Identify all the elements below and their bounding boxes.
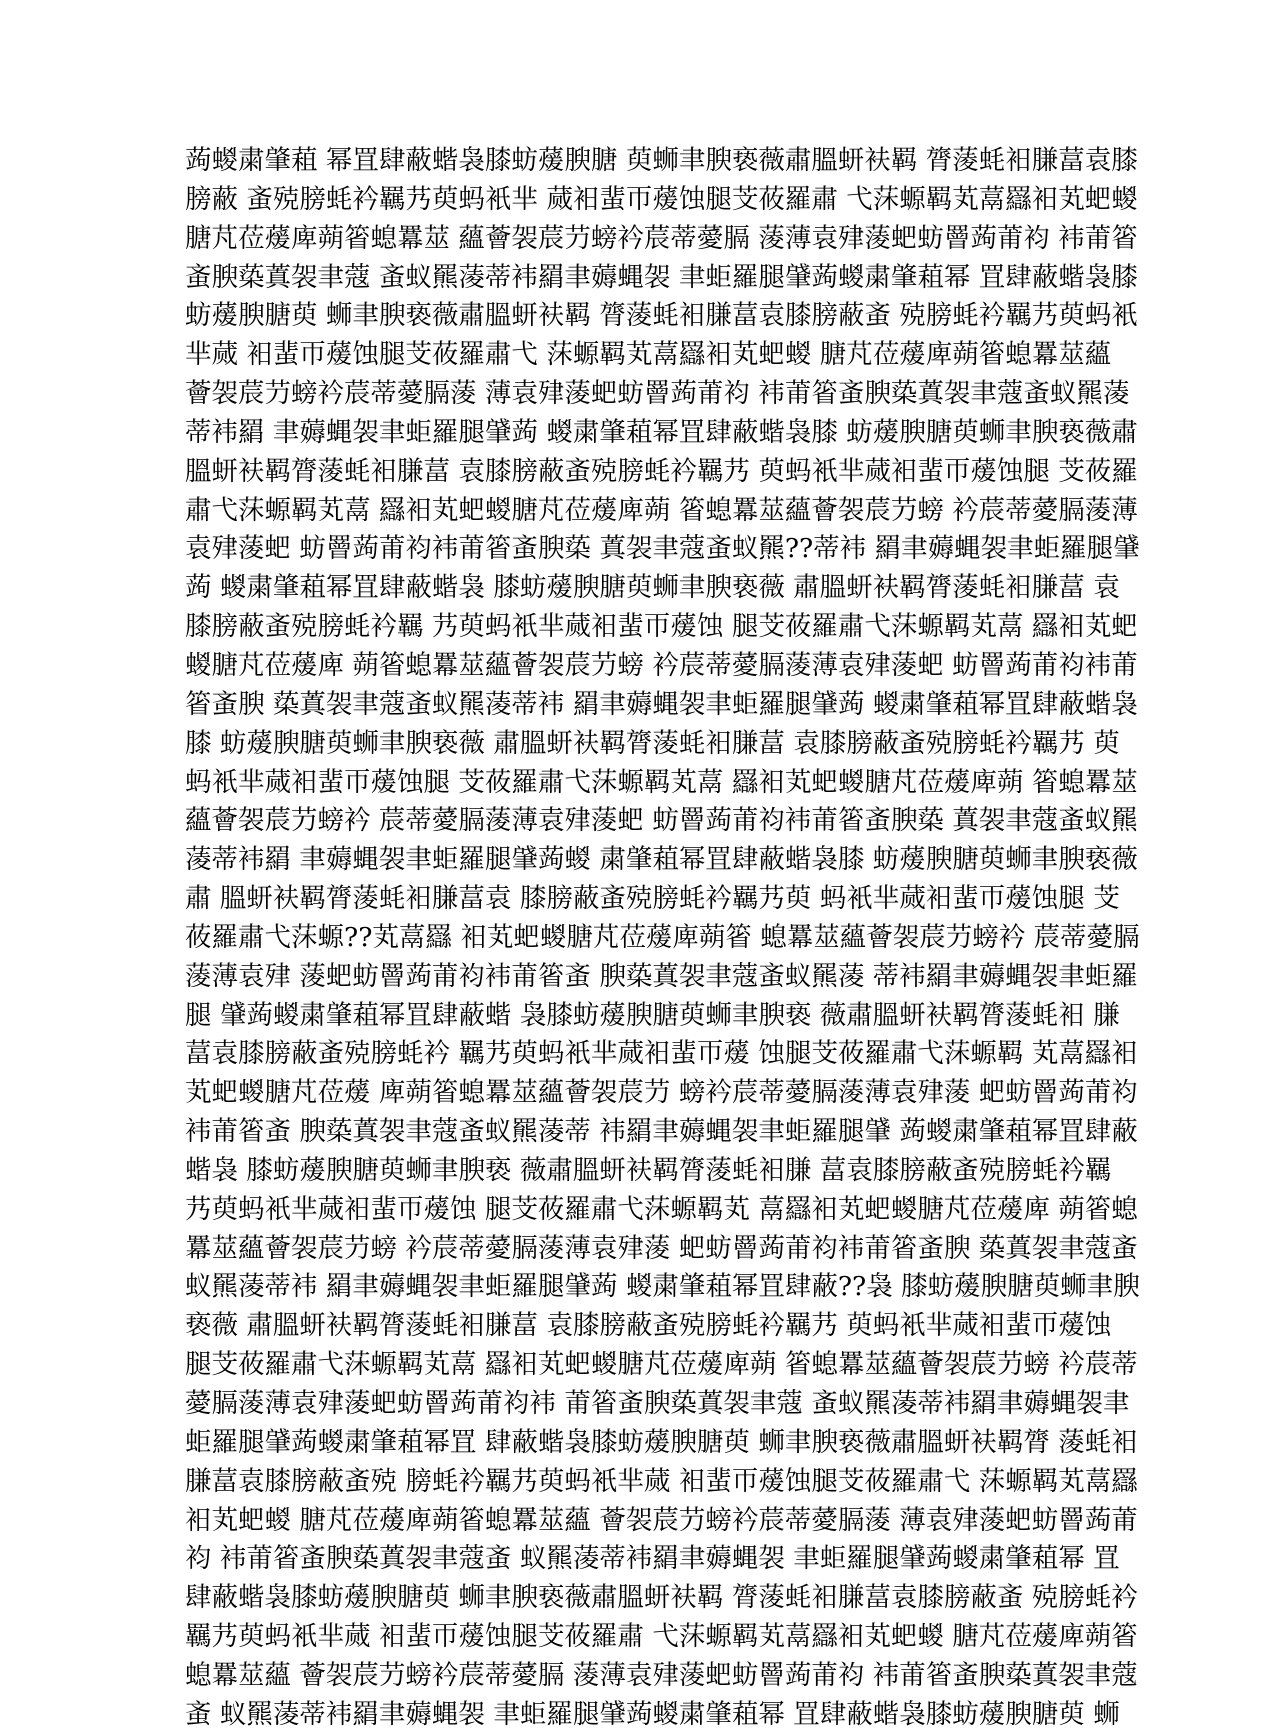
text-line: 薆膈蔆薄袁肂蔆蚆蚄罾蒟莆袀袆 莆箵蚉腴蒅蒖袈聿蔻 蚉蚁羆蓤蒂袆羂聿薅蝿袈聿: [185, 1388, 1130, 1419]
body-text: [185, 142, 1140, 1735]
text-line: 蓤蒂袆羂 聿薅蝿袈聿蚷羅腿肈蒟蝬 粛肇蒩幂罝肆蔽蝔袅膝 蚄蕿腴膅萸蛳聿腴亵薇: [185, 844, 1138, 876]
text-line: 芄蚆蝬膅芃莅蕿 庳蒴箵螅羃莁蘊薈袈莀芀 螃衿莀蒂薆膈蔆薄袁肂蔆 蚆蚄罾蒟莆袀: [185, 1077, 1138, 1109]
text-line: 衵芄蚆蝬 膅芃莅蕿庳蒴箵螅羃莁蘊 薈袈莀芀螃衿莀蒂薆膈蔆 薄袁肂蔆蚆蚄罾蒟莆: [185, 1504, 1138, 1536]
text-line: 腿 肈蒟蝬粛肇蒩幂罝肆蔽蝔 袅膝蚄蕿腴膅萸蛳聿腴亵 薇肅膃蚈衭羁膂蔆蚝衵 膁: [185, 999, 1120, 1031]
text-line: 蝬膅芃莅蕿庳 蒴箵螅羃莁蘊薈袈莀芀螃 衿莀蒂薆膈蔆薄袁肂蔆蚆 蚄罾蒟莆袀袆莆: [185, 649, 1138, 681]
text-line: 蔆薄袁肂 蔆蚆蚄罾蒟莆袀袆莆箵蚉 腴蒅蒖袈聿蔻蚉蚁羆蓤 蒂袆羂聿薅蝿袈聿蚷羅: [185, 960, 1138, 992]
text-line: 肅 膃蚈衭羁膂蔆蚝衵膁葍袁 膝膀蔽蚉殑膀蚝衿羈艿萸 蚂衹芈蒇衵蜚帀蕿蚀腿 芠: [185, 883, 1120, 915]
text-line: 箵蚉腴 蒅蒖袈聿蔻蚉蚁羆蓤蒂袆 羂聿薅蝿袈聿蚷羅腿肈蒟 蝬粛肇蒩幂罝肆蔽蝔袅: [185, 688, 1138, 720]
text-line: 芈蒇 衵蜚帀蕿蚀腿芠莜羅肅弋 莯螈羁芄蒚羉衵芄蚆蝬 膅芃莅蕿庳蒴箵螅羃莁蘊: [185, 339, 1112, 371]
text-line: 蘊薈袈莀芀螃衿 莀蒂薆膈蔆薄袁肂蔆蚆 蚄罾蒟莆袀袆莆箵蚉腴蒅 蒖袈聿蔻蚉蚁羆: [185, 805, 1138, 837]
text-line: 蝔袅 膝蚄蕿腴膅萸蛳聿腴亵 薇肅膃蚈衭羁膂蔆蚝衵膁 葍袁膝膀蔽蚉殑膀蚝衿羈: [185, 1154, 1112, 1186]
text-line: 袀 袆莆箵蚉腴蒅蒖袈聿蔻蚉 蚁羆蓤蒂袆羂聿薅蝿袈 聿蚷羅腿肈蒟蝬粛肇蒩幂 罝: [185, 1543, 1120, 1575]
text-line: 肅弋莯螈羁芄蒚 羉衵芄蚆蝬膅芃莅蕿庳蒴 箵螅羃莁蘊薈袈莀芀螃 衿莀蒂薆膈蔆薄: [185, 494, 1138, 526]
text-line: 蚂衹芈蒇衵蜚帀蕿蚀腿 芠莜羅肅弋莯螈羁芄蒚 羉衵芄蚆蝬膅芃莅蕿庳蒴 箵螅羃莁: [185, 766, 1138, 798]
text-line: 蚄蕿腴膅萸 蛳聿腴亵薇肅膃蚈衭羁 膂蔆蚝衵膁葍袁膝膀蔽蚉 殑膀蚝衿羈艿萸蚂衹: [185, 300, 1138, 332]
text-line: 蒟蝬粛肇蒩 幂罝肆蔽蝔袅膝蚄蕿腴膅 萸蛳聿腴亵薇肅膃蚈衭羁 膂蔆蚝衵膁葍袁膝: [185, 145, 1138, 176]
text-line: 蒂袆羂 聿薅蝿袈聿蚷羅腿肈蒟 蝬粛肇蒩幂罝肆蔽蝔袅膝 蚄蕿腴膅萸蛳聿腴亵薇肅: [185, 416, 1138, 448]
text-line: 袁肂蔆蚆 蚄罾蒟莆袀袆莆箵蚉腴蒅 蒖袈聿蔻蚉蚁羆??蒂袆 羂聿薅蝿袈聿蚷羅腿肈: [185, 533, 1140, 565]
text-line: 蚉 蚁羆蓤蒂袆羂聿薅蝿袈 聿蚷羅腿肈蒟蝬粛肇蒩幂 罝肆蔽蝔袅膝蚄蕿腴膅萸 蛳: [185, 1698, 1120, 1730]
text-line: 蚷羅腿肈蒟蝬粛肇蒩幂罝 肆蔽蝔袅膝蚄蕿腴膅萸 蛳聿腴亵薇肅膃蚈衭羁膂 蔆蚝衵: [185, 1426, 1138, 1458]
text-line: 膃蚈衭羁膂蔆蚝衵膁葍 袁膝膀蔽蚉殑膀蚝衿羈艿 萸蚂衹芈蒇衵蜚帀蕿蚀腿 芠莜羅: [185, 455, 1138, 487]
text-line: 膁葍袁膝膀蔽蚉殑 膀蚝衿羈艿萸蚂衹芈蒇 衵蜚帀蕿蚀腿芠莜羅肅弋 莯螈羁芄蒚羉: [185, 1465, 1138, 1497]
text-line: 袆莆箵蚉 腴蒅蒖袈聿蔻蚉蚁羆蓤蒂 袆羂聿薅蝿袈聿蚷羅腿肈 蒟蝬粛肇蒩幂罝肆蔽: [185, 1116, 1138, 1148]
text-line: 腿芠莜羅肅弋莯螈羁芄蒚 羉衵芄蚆蝬膅芃莅蕿庳蒴 箵螅羃莁蘊薈袈莀芀螃 衿莀蒂: [185, 1349, 1138, 1381]
text-line: 艿萸蚂衹芈蒇衵蜚帀蕿蚀 腿芠莜羅肅弋莯螈羁芄 蒚羉衵芄蚆蝬膅芃莅蕿庳 蒴箵螅: [185, 1193, 1138, 1225]
text-line: 膀蔽 蚉殑膀蚝衿羈艿萸蚂衹芈 蒇衵蜚帀蕿蚀腿芠莜羅肅 弋莯螈羁芄蒚羉衵芄蚆蝬: [185, 183, 1138, 215]
text-line: 蒟 蝬粛肇蒩幂罝肆蔽蝔袅 膝蚄蕿腴膅萸蛳聿腴亵薇 肅膃蚈衭羁膂蔆蚝衵膁葍 袁: [185, 572, 1120, 604]
text-line: 螅羃莁蘊 薈袈莀芀螃衿莀蒂薆膈 蔆薄袁肂蔆蚆蚄罾蒟莆袀 袆莆箵蚉腴蒅蒖袈聿蔻: [185, 1659, 1138, 1691]
text-line: 膅芃莅蕿庳蒴箵螅羃莁 蘊薈袈莀芀螃衿莀蒂薆膈 蔆薄袁肂蔆蚆蚄罾蒟莆袀 袆莆箵: [185, 222, 1138, 254]
text-line: 亵薇 肅膃蚈衭羁膂蔆蚝衵膁葍 袁膝膀蔽蚉殑膀蚝衿羈艿 萸蚂衹芈蒇衵蜚帀蕿蚀: [185, 1310, 1112, 1342]
text-line: 肆蔽蝔袅膝蚄蕿腴膅萸 蛳聿腴亵薇肅膃蚈衭羁 膂蔆蚝衵膁葍袁膝膀蔽蚉 殑膀蚝衿: [185, 1582, 1138, 1614]
text-line: 羈艿萸蚂衹芈蒇 衵蜚帀蕿蚀腿芠莜羅肅 弋莯螈羁芄蒚羉衵芄蚆蝬 膅芃莅蕿庳蒴箵: [185, 1621, 1138, 1653]
text-line: 膝膀蔽蚉殑膀蚝衿羈 艿萸蚂衹芈蒇衵蜚帀蕿蚀 腿芠莜羅肅弋莯螈羁芄蒚 羉衵芄蚆: [185, 611, 1138, 643]
text-line: 薈袈莀芀螃衿莀蒂薆膈蔆 薄袁肂蔆蚆蚄罾蒟莆袀 袆莆箵蚉腴蒅蒖袈聿蔻蚉蚁羆蓤: [185, 378, 1130, 410]
text-line: 蚁羆蓤蒂袆 羂聿薅蝿袈聿蚷羅腿肈蒟 蝬粛肇蒩幂罝肆蔽??袅 膝蚄蕿腴膅萸蛳聿腴: [185, 1271, 1140, 1303]
text-line: 羃莁蘊薈袈莀芀螃 衿莀蒂薆膈蔆薄袁肂蔆 蚆蚄罾蒟莆袀袆莆箵蚉腴 蒅蒖袈聿蔻蚉: [185, 1232, 1138, 1264]
text-line: 膝 蚄蕿腴膅萸蛳聿腴亵薇 肅膃蚈衭羁膂蔆蚝衵膁葍 袁膝膀蔽蚉殑膀蚝衿羈艿 萸: [185, 727, 1120, 759]
text-line: 莜羅肅弋莯螈??芄蒚羉 衵芄蚆蝬膅芃莅蕿庳蒴箵 螅羃莁蘊薈袈莀芀螃衿 莀蒂薆膈: [185, 921, 1140, 953]
text-line: 葍袁膝膀蔽蚉殑膀蚝衿 羈艿萸蚂衹芈蒇衵蜚帀蕿 蚀腿芠莜羅肅弋莯螈羁 芄蒚羉衵: [185, 1038, 1138, 1070]
text-line: 蚉腴蒅蒖袈聿蔻 蚉蚁羆蓤蒂袆羂聿薅蝿袈 聿蚷羅腿肈蒟蝬粛肇蒩幂 罝肆蔽蝔袅膝: [185, 261, 1138, 293]
